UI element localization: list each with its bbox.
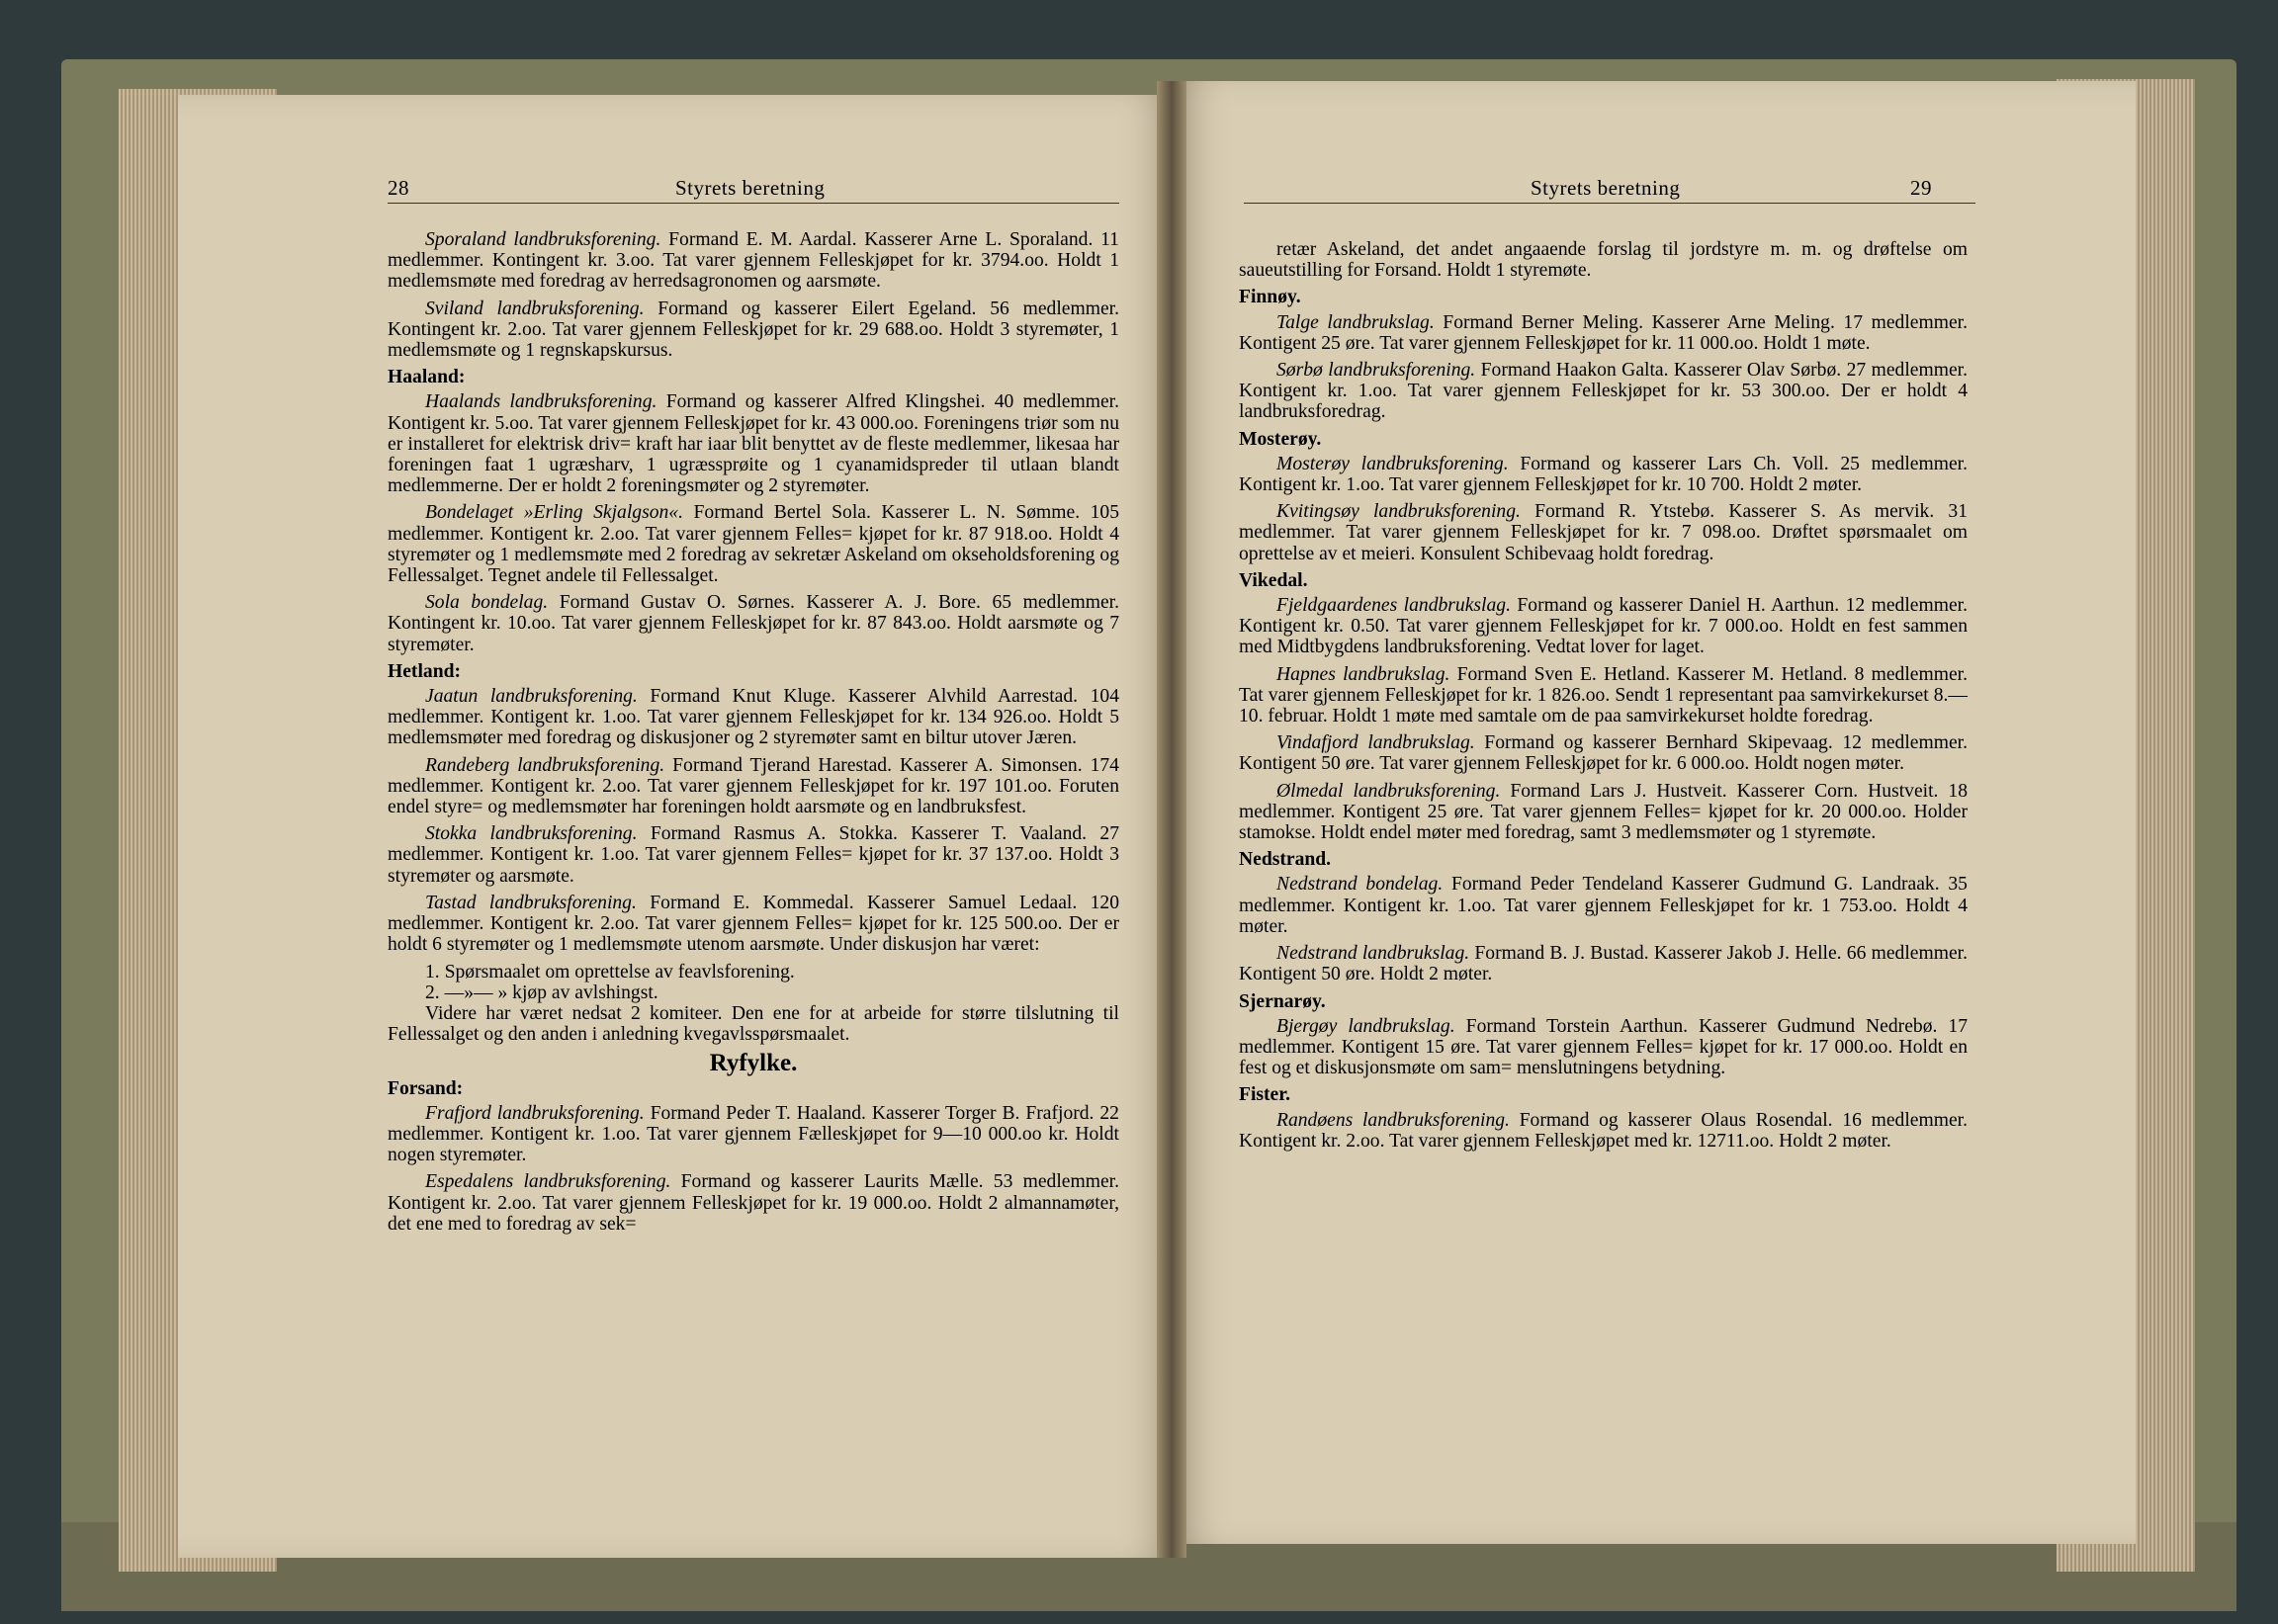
right-running-head: Styrets beretning (1531, 176, 1681, 200)
association-name: Stokka landbruksforening. (425, 823, 638, 845)
association-entry (388, 229, 1119, 293)
right-page-text (1239, 239, 1968, 1157)
entry-text: Formand Peder T. Haaland. Kasserer Torger B. Frafjord. 22 medlemmer. Kontigent kr. 1.oo. Tat varer gjennem Fælleskjøpet for 9—10 000.oo kr. Holdt nogen styremøter. (388, 1102, 1119, 1166)
entry-text: Formand Sven E. Hetland. Kasserer M. Hetland. 8 medlemmer. Tat varer gjennem Felleskjøpet for kr. 1 826.oo. Sendt 1 representant paa samvirkekurset 8.—10. februar. Holdt 1 møte med samtale om de paa samvirkekurset holdte foredrag. (1239, 663, 1968, 727)
entry-text: Formand og kasserer Bernhard Skipevaag. 12 medlemmer. Kontigent 50 øre. Tat varer gjennem Felleskjøpet for kr. 6 000.oo. Holdt nogen møter. (1239, 732, 1968, 775)
entry-text: Formand Torstein Aarthun. Kasserer Gudmund Nedrebø. 17 medlemmer. Kontigent 15 øre. Tat varer gjennem Felles= kjøpet for kr. 17 000.oo. Holdt en fest og et diskusjonsmøte om sam= menslutningens betydning. (1239, 1015, 1969, 1079)
association-name: Fjeldgaardenes landbrukslag. (1276, 595, 1511, 617)
list-item: 1. Spørsmaalet om oprettelse av feavlsforening. (425, 961, 795, 983)
association-name: Kvitingsøy landbruksforening. (1276, 501, 1521, 523)
association-entry (388, 755, 1119, 818)
left-page-text (388, 229, 1119, 1240)
association-entry (388, 686, 1119, 749)
entry-text: Formand og kasserer Lars Ch. Voll. 25 medlemmer. Kontigent kr. 1.oo. Tat varer gjennem Felleskjøpet for kr. 10 700. Holdt 2 møter. (1239, 453, 1968, 496)
region-heading: Ryfylke. (709, 1050, 798, 1077)
entry-text: Formand og kasserer Alfred Klingshei. 40 medlemmer. Kontigent kr. 5.oo. Tat varer gjennem Felleskjøpet for kr. 43 000.oo. Foreningens triør som nu er installeret for elektrisk driv= kraft har iaar blit benyttet av de fleste medlemmer, likesaa har foreningen faat 1 ugræsharv, 1 ugræssprøite og 1 cyanamidspreder til utlaan blandt medlemmerne. Der er holdt 2 foreningsmøter og 2 styremøter. (388, 391, 1119, 497)
association-name: Sporaland landbruksforening. (425, 229, 661, 250)
association-entry (1239, 454, 1968, 495)
section-heading: Fister. (1239, 1084, 1291, 1106)
association-name: Randeberg landbruksforening. (425, 754, 665, 776)
entry-text: Formand og kasserer Eilert Egeland. 56 medlemmer. Kontingent kr. 2.oo. Tat varer gjennem Felleskjøpet for kr. 29 688.oo. Holdt 3 styremøter, 1 medlemsmøte og 1 regnskapskursus. (388, 298, 1119, 362)
association-name: Mosterøy landbruksforening. (1276, 453, 1509, 474)
section-heading: Finnøy. (1239, 287, 1301, 308)
section-heading: Mosterøy. (1239, 428, 1322, 450)
entry-text: Formand B. J. Bustad. Kasserer Jakob J. Helle. 66 medlemmer. Kontigent 50 øre. Holdt 2 møter. (1239, 943, 1969, 985)
section-heading: Hetland: (388, 660, 462, 682)
association-name: Jaatun landbruksforening. (425, 686, 638, 708)
entry-text: Formand og kasserer Daniel H. Aarthun. 12 medlemmer. Kontigent kr. 0.50. Tat varer gjennem Felleskjøpet for kr. 7 000.oo. Holdt en fest sammen med Midtbygdens landbruksforening. Vedtat lover for laget. (1239, 595, 1968, 658)
entry-text: Formand Bertel Sola. Kasserer L. N. Sømme. 105 medlemmer. Kontigent kr. 2.oo. Tat varer gjennem Felles= kjøpet for kr. 87 918.oo. Holdt 4 styremøter og 1 medlemsmøte med 2 foredrag av sekretær Askeland om okseholdsforening og Fellessalget. Tegnet andele til Fellessalget. (388, 502, 1120, 587)
association-name: Frafjord landbruksforening. (425, 1102, 645, 1124)
association-entry (1239, 943, 1968, 984)
book-gutter (1157, 81, 1186, 1558)
association-entry (1239, 360, 1968, 423)
association-name: Bondelaget »Erling Skjalgson«. (425, 502, 683, 524)
section-heading: Nedstrand. (1239, 849, 1332, 871)
section-heading: Sjernarøy. (1239, 990, 1326, 1012)
association-entry (1239, 239, 1968, 281)
association-name: Bjergøy landbrukslag. (1276, 1015, 1455, 1037)
association-name: Hapnes landbrukslag. (1276, 663, 1450, 685)
entry-text: Formand Rasmus A. Stokka. Kasserer T. Vaaland. 27 medlemmer. Kontigent kr. 1.oo. Tat varer gjennem Felles= kjøpet for kr. 37 137.oo. Holdt 3 styremøter og aarsmøte. (388, 823, 1119, 887)
entry-text: Formand Haakon Galta. Kasserer Olav Sørbø. 27 medlemmer. Kontigent kr. 1.oo. Tat varer gjennem Felleskjøpet for kr. 53 300.oo. Der er holdt 4 landbruksforedrag. (1239, 360, 1968, 423)
association-entry (388, 893, 1119, 956)
entry-text: Formand Gustav O. Sørnes. Kasserer A. J. Bore. 65 medlemmer. Kontingent kr. 10.oo. Tat varer gjennem Felleskjøpet for kr. 87 843.oo. Holdt aarsmøte og 7 styremøter. (388, 592, 1119, 655)
entry-text: Formand Tjerand Harestad. Kasserer A. Simonsen. 174 medlemmer. Kontigent kr. 2.oo. Tat varer gjennem Felleskjøpet for kr. 197 101.oo. Foruten endel styre= og medlemsmøter har foreningen holdt aarsmøte og en landbruksfest. (388, 754, 1119, 818)
association-entry (388, 502, 1119, 586)
left-page-number: 28 (388, 176, 409, 200)
association-name: Nedstrand bondelag. (1276, 874, 1444, 896)
entry-text: retær Askeland, det andet angaaende forslag til jordstyre m. m. og drøftelse om saueutstilling for Forsand. Holdt 1 styremøte. (1239, 239, 1968, 282)
entry-text: Formand E. M. Aardal. Kasserer Arne L. Sporaland. 11 medlemmer. Kontingent kr. 3.oo. Tat varer gjennem Felleskjøpet for kr. 3794.oo. Holdt 1 medlemsmøte med foredrag av herredsagronomen og aarsmøte. (388, 229, 1119, 293)
association-name: Nedstrand landbrukslag. (1276, 943, 1470, 965)
association-entry (1239, 1110, 1968, 1152)
association-name: Sørbø landbruksforening. (1276, 360, 1476, 382)
list-item: 2. —»— » kjøp av avlshingst. (425, 982, 658, 1003)
association-entry (388, 391, 1119, 496)
association-entry (388, 823, 1119, 887)
section-heading: Haaland: (388, 367, 466, 388)
association-name: Sviland landbruksforening. (425, 298, 645, 319)
association-entry (388, 299, 1119, 362)
association-name: Espedalens landbruksforening. (425, 1171, 671, 1193)
entry-text: Formand og kasserer Olaus Rosendal. 16 medlemmer. Kontigent kr. 2.oo. Tat varer gjennem Felleskjøpet med kr. 12711.oo. Holdt 2 møter. (1239, 1109, 1968, 1152)
right-header-rule (1244, 203, 1975, 204)
association-name: Talge landbrukslag. (1276, 311, 1435, 333)
entry-text: Formand Lars J. Hustveit. Kasserer Corn. Hustveit. 18 medlemmer. Kontigent 25 øre. Tat varer gjennem Felles= kjøpet for kr. 20 000.oo. Holder stamokse. Holdt endel møter med foredrag, samt 3 medlemsmøter og 1 styremøte. (1239, 780, 1968, 844)
association-name: Tastad landbruksforening. (425, 892, 637, 913)
association-entry (1239, 874, 1968, 937)
entry-text: Formand E. Kommedal. Kasserer Samuel Ledaal. 120 medlemmer. Kontigent kr. 2.oo. Tat varer gjennem Felles= kjøpet for kr. 125 500.oo. Der er holdt 6 styremøter og 1 medlemsmøte utenom aarsmøte. Under diskusjon har været: (388, 892, 1119, 956)
association-entry (388, 1103, 1119, 1166)
association-entry (1239, 664, 1968, 727)
left-running-head: Styrets beretning (675, 176, 826, 200)
association-name: Vindafjord landbrukslag. (1276, 732, 1475, 754)
entry-text: Formand Berner Meling. Kasserer Arne Meling. 17 medlemmer. Kontigent 25 øre. Tat varer gjennem Felleskjøpet for kr. 11 000.oo. Holdt 1 møte. (1239, 311, 1968, 354)
left-header-rule (388, 203, 1119, 204)
section-heading: Vikedal. (1239, 569, 1308, 591)
association-entry (388, 1171, 1119, 1235)
association-entry (388, 592, 1119, 655)
association-entry (1239, 312, 1968, 354)
entry-text: Videre har været nedsat 2 komiteer. Den ene for at arbeide for større tilslutning til Fellessalget og den anden i anledning kvegavlsspørsmaalet. (388, 1002, 1119, 1046)
association-name: Sola bondelag. (425, 592, 549, 614)
association-entry (388, 1003, 1119, 1045)
section-heading: Forsand: (388, 1077, 464, 1099)
association-entry (1239, 1016, 1968, 1079)
association-entry (1239, 501, 1968, 564)
association-name: Randøens landbruksforening. (1276, 1109, 1510, 1131)
entry-text: Formand og kasserer Laurits Mælle. 53 medlemmer. Kontigent kr. 2.oo. Tat varer gjennem Felleskjøpet for kr. 19 000.oo. Holdt 2 almannamøter, det ene med to foredrag av sek= (388, 1171, 1119, 1235)
association-entry (1239, 781, 1968, 844)
entry-text: Formand Peder Tendeland Kasserer Gudmund G. Landraak. 35 medlemmer. Kontigent kr. 1.oo. Tat varer gjennem Felleskjøpet for kr. 1 753.oo. Holdt 4 møter. (1239, 874, 1968, 937)
association-name: Ølmedal landbruksforening. (1276, 780, 1501, 802)
right-page-number: 29 (1910, 176, 1932, 200)
entry-text: Formand Knut Kluge. Kasserer Alvhild Aarrestad. 104 medlemmer. Kontigent kr. 1.oo. Tat varer gjennem Felleskjøpet for kr. 134 926.oo. Holdt 5 medlemsmøter med foredrag og diskusjoner og 2 styremøter samt en biltur utover Jæren. (388, 686, 1119, 749)
association-entry (1239, 732, 1968, 774)
entry-text: Formand R. Ytstebø. Kasserer S. As mervik. 31 medlemmer. Tat varer gjennem Felleskjøpet for kr. 7 098.oo. Drøftet spørsmaalet om oprettelse av et meieri. Konsulent Schibevaag holdt foredrag. (1239, 501, 1968, 564)
association-name: Haalands landbruksforening. (425, 391, 657, 413)
association-entry (1239, 595, 1968, 658)
